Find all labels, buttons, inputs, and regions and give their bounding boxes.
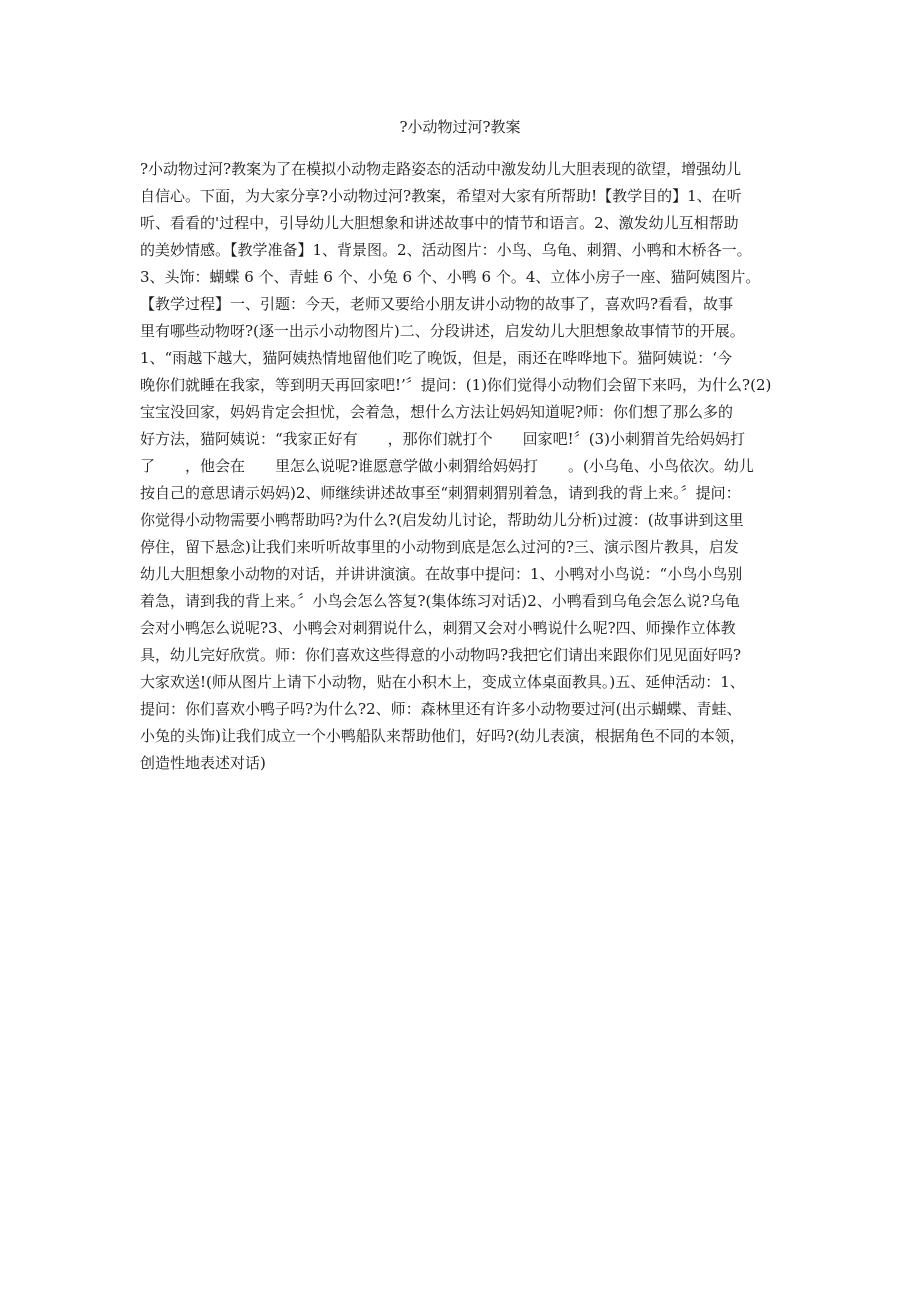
body-line: 3、头饰：蝴蝶 6 个、青蛙 6 个、小兔 6 个、小鸭 6 个。4、立体小房子一座、猫阿姨图片。 xyxy=(140,268,761,286)
body-line: 【教学过程】一、引题：今天，老师又要给小朋友讲小动物的故事了，喜欢吗?看看，故事 xyxy=(140,295,734,313)
body-line: 你觉得小动物需要小鸭帮助吗?为什么?(启发幼儿讨论，帮助幼儿分析)过渡：(故事讲到这里 xyxy=(140,511,744,529)
body-line: 了 ，他会在 里怎么说呢?谁愿意学做小刺猬给妈妈打 。(小乌龟、小鸟依次。幼儿 xyxy=(140,457,754,475)
body-line: 会对小鸭怎么说呢?3、小鸭会对刺猬说什么，刺猬又会对小鸭说什么呢?四、师操作立体教 xyxy=(140,619,736,637)
body-line: 自信心。下面，为大家分享?小动物过河?教案，希望对大家有所帮助!【教学目的】1、在听 xyxy=(140,187,742,205)
body-line: 创造性地表述对话) xyxy=(140,754,266,772)
body-line: 1、“雨越下越大，猫阿姨热情地留他们吃了晚饭，但是，雨还在哗哗地下。猫阿姨说：‘今 xyxy=(140,349,732,367)
body-line: 好方法，猫阿姨说：“我家正好有 ，那你们就打个 回家吧!〞(3)小刺猬首先给妈妈打 xyxy=(140,430,745,448)
body-line: 具，幼儿完好欣赏。师：你们喜欢这些得意的小动物吗?我把它们请出来跟你们见见面好吗? xyxy=(140,646,742,664)
body-line: 提问：你们喜欢小鸭子吗?为什么?2、师：森林里还有许多小动物要过河(出示蝴蝶、青蛙、 xyxy=(140,700,742,718)
body-line: 听、看看的'过程中，引导幼儿大胆想象和讲述故事中的情节和语言。2、激发幼儿互相帮助 xyxy=(140,214,739,232)
body-line: 宝宝没回家，妈妈肯定会担忧，会着急，想什么方法让妈妈知道呢?师：你们想了那么多的 xyxy=(140,403,734,421)
body-line: 大家欢送!(师从图片上请下小动物，贴在小积木上，变成立体桌面教具。)五、延伸活动：1、 xyxy=(140,673,745,691)
page-title: ?小动物过河?教案 xyxy=(399,118,521,136)
body-line: 晚你们就睡在我家，等到明天再回家吧!’〞提问：(1)你们觉得小动物们会留下来吗，为什么?(2) xyxy=(140,376,772,394)
body-line: ?小动物过河?教案为了在模拟小动物走路姿态的活动中激发幼儿大胆表现的欲望，增强幼儿 xyxy=(140,160,742,178)
body-line: 着急，请到我的背上来。〞小鸟会怎么答复?(集体练习对话)2、小鸭看到乌龟会怎么说?乌龟 xyxy=(140,592,740,610)
body-line: 的美妙情感。【教学准备】1、背景图。2、活动图片：小鸟、乌龟、刺猬、小鸭和木桥各一。 xyxy=(140,241,752,259)
body-line: 幼儿大胆想象小动物的对话，并讲讲演演。在故事中提问：1、小鸭对小鸟说：“小鸟小鸟别 xyxy=(140,565,743,583)
document-body xyxy=(140,156,792,777)
body-line: 停住，留下悬念)让我们来听听故事里的小动物到底是怎么过河的?三、演示图片教具，启发 xyxy=(140,538,739,556)
body-line: 小兔的头饰)让我们成立一个小鸭船队来帮助他们，好吗?(幼儿表演，根据角色不同的本领， xyxy=(140,727,745,745)
body-line: 按自己的意思请示妈妈)2、师继续讲述故事至“刺猬刺猬别着急，请到我的背上来。〞提问： xyxy=(140,484,741,502)
body-line: 里有哪些动物呀?(逐一出示小动物图片)二、分段讲述，启发幼儿大胆想象故事情节的开展。 xyxy=(140,322,745,340)
